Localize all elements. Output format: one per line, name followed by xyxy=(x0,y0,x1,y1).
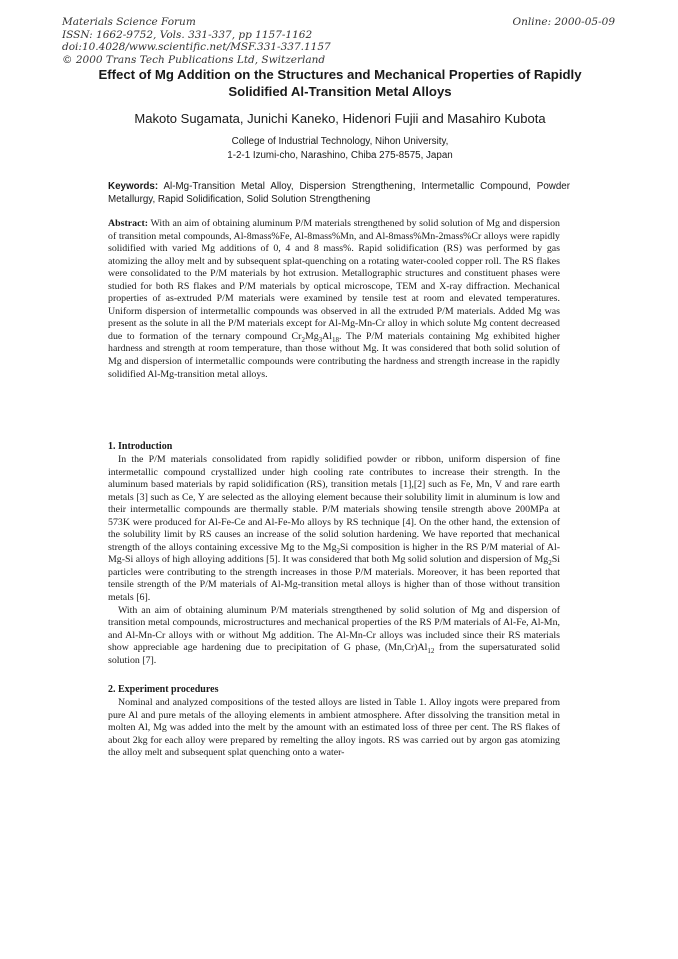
s1p1-text-c: Si particles were contributing to the strength increases in those P/M materials. Moreover, it has been reported that tensile strength of the P/M materials of Al-Mg-transition metal alloys is higher than of those without transition metals [6]. xyxy=(108,554,560,604)
journal-name: Materials Science Forum xyxy=(62,16,196,28)
abstract-block xyxy=(108,218,560,381)
section-1-body xyxy=(108,454,560,667)
author-list: Makoto Sugamata, Junichi Kaneko, Hidenori Fujii and Masahiro Kubota xyxy=(134,111,546,126)
section-2-paragraph-1: Nominal and analyzed compositions of the tested alloys are listed in Table 1. Alloy ingots were prepared from pure Al and pure metals of the alloying elements in ambient atmosphere. After dissolving the transition metal in molten Al, Mg was added into the melt by the amount with an estimated loss of three per cent. The RS flakes of about 2kg for each alloy were prepared by remelting the alloy ingots. RS was carried out by argon gas atomizing the alloy melt and subsequent splat quenching onto a water- xyxy=(108,697,560,759)
journal-header xyxy=(62,16,482,66)
issn-line: ISSN: 1662-9752, Vols. 331-337, pp 1157-1162 xyxy=(62,28,313,41)
doi-line[interactable]: doi:10.4028/www.scientific.net/MSF.331-337.1157 xyxy=(62,41,331,54)
abstract-text-a: With an aim of obtaining aluminum P/M materials strengthened by solid solution of Mg and dispersion of transition metal compounds, Al-8mass%Fe, Al-8mass%Mn, and Al-8mass%Mn-2mass%Cr alloys were rapidly solidified with varied Mg additions of 0, 4 and 8 mass%. Rapid solidification (RS) was performed by gas atomizing the alloy melt and by subsequent splat-quenching on a rotating water-cooled copper roll. The RS flakes were consolidated to the P/M materials by hot extrusion. Metallographic structures and constituent phases were studied for both RS flakes and P/M materials by optical microscope, TEM and X-ray diffraction. Mechanical properties of as-extruded P/M materials were examined by tensile test at room and elevated temperatures. Uniform dispersion of intermetallic compounds was observed in all the extruded P/M materials. Added Mg was present as the solute in all the P/M materials except for Al-Mg-Mn-Cr alloy in which solute Mg content decreased due to formation of the ternary compound Cr xyxy=(108,218,560,342)
abstract-sub-1: 2 xyxy=(301,335,305,344)
copyright-line: © 2000 Trans Tech Publications Ltd, Switzerland xyxy=(62,53,326,66)
section-2-body xyxy=(108,697,560,760)
s1p1-sub-2: 2 xyxy=(548,559,552,568)
affiliation-line-1: College of Industrial Technology, Nihon University, xyxy=(231,136,449,147)
s1p1-text-a: In the P/M materials consolidated from rapidly solidified powder or ribbon, uniform dispersion of fine intermetallic compound crystallized under high cooling rate contributes to increase their strength. In the aluminum based materials by rapid solidification (RS), transition metals [1],[2] such as Fe, Mn, V and rare earth metals [3] such as Ce, Y are selected as the alloying element because their solubility limit in aluminum is low and their intermetallic compounds are thermally stable. P/M materials showing tensile strength above 200MPa at 573K were produced for Al-Fe-Ce and Al-Fe-Mo alloys by RS technique [4]. On the other hand, the extension of the solubility limit by RS causes an increase of the solid solution hardening. We have reported that mechanical strength of the alloys containing excessive Mg to the Mg xyxy=(108,454,560,553)
abstract-label: Abstract: xyxy=(108,218,149,229)
section-1-paragraph-2 xyxy=(108,605,560,668)
affiliation xyxy=(120,135,560,163)
abstract-text-d: . The P/M materials containing Mg exhibited higher hardness and strength at room temperature, than those without Mg. It was considered that both solid solution of Mg and dispersion of intermetallic compounds were contributing the hardness and strength increase in the rapidly solidified Al-Mg-transition metal alloys. xyxy=(108,330,560,380)
keywords-text: Al-Mg-Transition Metal Alloy, Dispersion Strengthening, Intermetallic Compound, Powder Metallurgy, Rapid Solidification, Solid Solution Strengthening xyxy=(108,181,570,205)
section-1-paragraph-1 xyxy=(108,454,560,605)
s1p1-sub-1: 2 xyxy=(336,546,341,555)
keywords-block xyxy=(108,181,570,206)
abstract-text-b: Mg xyxy=(304,330,319,342)
online-date: Online: 2000-05-09 xyxy=(512,16,615,28)
s1p2-text-a: With an aim of obtaining aluminum P/M materials strengthened by solid solution of Mg and dispersion of transition metal compounds, microstructures and mechanical properties of the RS P/M materials of Al-Fe, Al-Mn, and Al-Mn-Cr alloys with or without Mg addition. The Al-Mn-Cr alloys was included since their RS materials show appreciable age hardening due to precipitation of G phase, (Mn,Cr)Al xyxy=(108,604,560,654)
keywords-label: Keywords: xyxy=(108,181,159,192)
abstract-sub-2: 3 xyxy=(318,335,323,344)
section-2-heading: 2. Experiment procedures xyxy=(108,684,219,695)
abstract-text-c: Al xyxy=(322,330,333,342)
s1p2-text-b: from the supersaturated solid solution [7]. xyxy=(108,642,560,666)
section-1-heading: 1. Introduction xyxy=(108,441,173,452)
s1p1-text-b: Si composition is higher in the RS P/M material of Al-Mg-Si alloys of high alloying additions [5]. It was considered that both Mg solid solution and dispersion of Mg xyxy=(108,541,560,566)
s1p2-sub: 12 xyxy=(427,647,435,656)
paper-title: Effect of Mg Addition on the Structures and Mechanical Properties of Rapidly Solidified Al-Transition Metal Alloys xyxy=(98,67,582,99)
affiliation-line-2: 1-2-1 Izumi-cho, Narashino, Chiba 275-8575, Japan xyxy=(227,150,453,161)
abstract-sub-3: 18 xyxy=(332,335,340,344)
